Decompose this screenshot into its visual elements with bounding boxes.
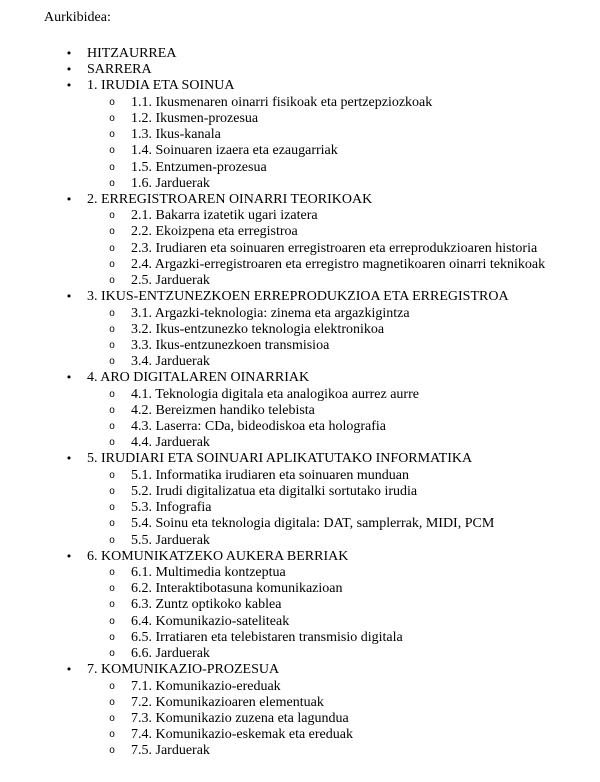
toc-item [0, 78, 548, 192]
toc-sub-item [87, 500, 548, 516]
toc-sub-list [87, 208, 548, 289]
toc-sub-item-label[interactable]: 6.3. Zuntz optikoko kablea [131, 597, 282, 613]
toc-sub-item-label[interactable]: 7.5. Jarduerak [131, 743, 210, 759]
hollow-circle-bullet-icon: o [109, 696, 115, 708]
hollow-circle-bullet-icon: o [109, 534, 115, 546]
hollow-circle-bullet-icon: o [109, 177, 115, 189]
filled-bullet-icon: • [65, 63, 73, 77]
toc-item [0, 370, 548, 451]
hollow-circle-bullet-icon: o [109, 356, 115, 368]
toc-sub-item [87, 176, 548, 192]
toc-sub-item [87, 597, 548, 613]
toc-sub-item [87, 565, 548, 581]
toc-item-label[interactable]: 7. KOMUNIKAZIO-PROZESUA [87, 662, 280, 678]
hollow-circle-bullet-icon: o [109, 631, 115, 643]
hollow-circle-bullet-icon: o [109, 583, 115, 595]
toc-sub-item [87, 468, 548, 484]
toc-sub-item [87, 354, 548, 370]
toc-sub-item [87, 419, 548, 435]
toc-item-label[interactable]: HITZAURREA [87, 46, 177, 61]
toc-sub-item-label[interactable]: 2.1. Bakarra izatetik ugari izatera [131, 208, 318, 224]
toc-sub-item-label[interactable]: 5.5. Jarduerak [131, 532, 210, 548]
table-of-contents [0, 46, 548, 760]
toc-sub-item-label[interactable]: 1.2. Ikusmen-prozesua [131, 110, 259, 126]
toc-sub-item [87, 387, 548, 403]
toc-sub-item [87, 95, 548, 111]
toc-item-label[interactable]: 1. IRUDIA ETA SOINUA [87, 78, 235, 94]
toc-sub-list [87, 565, 548, 662]
toc-sub-item-label[interactable]: 7.2. Komunikazioaren elementuak [131, 694, 324, 710]
toc-sub-item [87, 338, 548, 354]
toc-sub-item-label[interactable]: 3.2. Ikus-entzunezko teknologia elektronikoa [131, 321, 385, 337]
toc-sub-item-label[interactable]: 1.5. Entzumen-prozesua [131, 159, 267, 175]
filled-bullet-icon: • [65, 192, 73, 206]
hollow-circle-bullet-icon: o [109, 275, 115, 287]
hollow-circle-bullet-icon: o [109, 210, 115, 222]
toc-sub-item [87, 533, 548, 549]
hollow-circle-bullet-icon: o [109, 388, 115, 400]
toc-sub-item-label[interactable]: 6.1. Multimedia kontzeptua [131, 565, 286, 580]
filled-bullet-icon: • [65, 290, 73, 304]
hollow-circle-bullet-icon: o [109, 648, 115, 660]
toc-item [0, 662, 548, 759]
toc-sub-item [87, 646, 548, 662]
toc-sub-item [87, 516, 548, 532]
filled-bullet-icon: • [65, 452, 73, 466]
hollow-circle-bullet-icon: o [109, 502, 115, 514]
filled-bullet-icon: • [65, 663, 73, 677]
toc-sub-item-label[interactable]: 2.4. Argazki-erregistroaren eta erregistro magnetikoaren oinarri teknikoak [131, 256, 546, 272]
toc-sub-item-label[interactable]: 5.1. Informatika irudiaren eta soinuaren munduan [131, 467, 409, 483]
hollow-circle-bullet-icon: o [109, 96, 115, 108]
toc-sub-item-label[interactable]: 7.4. Komunikazio-eskemak eta ereduak [131, 727, 353, 743]
toc-sub-item [87, 208, 548, 224]
hollow-circle-bullet-icon: o [109, 712, 115, 724]
hollow-circle-bullet-icon: o [109, 421, 115, 433]
hollow-circle-bullet-icon: o [109, 339, 115, 351]
toc-sub-item-label[interactable]: 3.1. Argazki-teknologia: zinema eta argazkigintza [131, 305, 410, 321]
toc-sub-list [87, 306, 548, 371]
toc-sub-item [87, 143, 548, 159]
toc-sub-item-label[interactable]: 3.4. Jarduerak [131, 354, 210, 370]
toc-sub-item-label[interactable]: 5.3. Infografia [131, 500, 212, 516]
hollow-circle-bullet-icon: o [109, 145, 115, 157]
toc-item-label[interactable]: 2. ERREGISTROAREN OINARRI TEORIKOAK [87, 191, 373, 207]
toc-sub-item [87, 743, 548, 759]
toc-item [0, 451, 548, 548]
toc-item-label[interactable]: 4. ARO DIGITALAREN OINARRIAK [87, 370, 310, 386]
hollow-circle-bullet-icon: o [109, 745, 115, 757]
toc-sub-list [87, 387, 548, 452]
toc-sub-item [87, 630, 548, 646]
toc-sub-item-label[interactable]: 5.4. Soinu eta teknologia digitala: DAT, samplerrak, MIDI, PCM [131, 516, 495, 532]
toc-sub-item-label[interactable]: 1.1. Ikusmenaren oinarri fisikoak eta pertzepziozkoak [131, 94, 433, 110]
toc-sub-item-label[interactable]: 1.4. Soinuaren izaera eta ezaugarriak [131, 143, 338, 159]
toc-sub-item [87, 614, 548, 630]
hollow-circle-bullet-icon: o [109, 469, 115, 481]
toc-sub-item-label[interactable]: 5.2. Irudi digitalizatua eta digitalki sortutako irudia [131, 483, 418, 499]
toc-sub-item-label[interactable]: 2.3. Irudiaren eta soinuaren erregistroaren eta erreprodukzioaren historia [131, 240, 538, 256]
toc-item-label[interactable]: 5. IRUDIARI ETA SOINUARI APLIKATUTAKO INFORMATIKA [87, 451, 473, 467]
hollow-circle-bullet-icon: o [109, 680, 115, 692]
hollow-circle-bullet-icon: o [109, 599, 115, 611]
filled-bullet-icon: • [65, 371, 73, 385]
toc-sub-list [87, 679, 548, 760]
toc-item [0, 289, 548, 370]
toc-sub-item [87, 484, 548, 500]
toc-sub-item-label[interactable]: 4.2. Bereizmen handiko telebista [131, 402, 315, 418]
toc-sub-item [87, 306, 548, 322]
toc-sub-item-label[interactable]: 6.6. Jarduerak [131, 646, 210, 662]
hollow-circle-bullet-icon: o [109, 404, 115, 416]
toc-sub-item-label[interactable]: 6.2. Interaktibotasuna komunikazioan [131, 581, 343, 597]
hollow-circle-bullet-icon: o [109, 112, 115, 124]
toc-sub-item [87, 679, 548, 695]
hollow-circle-bullet-icon: o [109, 226, 115, 238]
hollow-circle-bullet-icon: o [109, 161, 115, 173]
hollow-circle-bullet-icon: o [109, 242, 115, 254]
filled-bullet-icon: • [65, 549, 73, 563]
toc-sub-item [87, 160, 548, 176]
hollow-circle-bullet-icon: o [109, 258, 115, 270]
toc-sub-item-label[interactable]: 7.3. Komunikazio zuzena eta lagundua [131, 710, 349, 726]
toc-sub-list [87, 468, 548, 549]
toc-item [0, 192, 548, 289]
toc-sub-item [87, 273, 548, 289]
toc-item-label[interactable]: 6. KOMUNIKATZEKO AUKERA BERRIAK [87, 548, 349, 564]
toc-sub-item [87, 695, 548, 711]
toc-sub-item-label[interactable]: 1.6. Jarduerak [131, 175, 210, 191]
toc-sub-item [87, 257, 548, 273]
hollow-circle-bullet-icon: o [109, 615, 115, 627]
hollow-circle-bullet-icon: o [109, 518, 115, 530]
toc-sub-item [87, 727, 548, 743]
toc-sub-item-label[interactable]: 4.3. Laserra: CDa, bideodiskoa eta holografia [131, 419, 387, 435]
toc-item [0, 46, 548, 62]
toc-item-label[interactable]: 3. IKUS-ENTZUNEZKOEN ERREPRODUKZIOA ETA ERREGISTROA [87, 289, 509, 305]
filled-bullet-icon: • [65, 47, 73, 60]
toc-heading: Aurkibidea: [44, 10, 111, 25]
toc-sub-item-label[interactable]: 6.5. Irratiaren eta telebistaren transmisio digitala [131, 629, 403, 645]
filled-bullet-icon: • [65, 79, 73, 93]
toc-sub-item [87, 711, 548, 727]
toc-sub-item-label[interactable]: 4.4. Jarduerak [131, 435, 210, 451]
toc-sub-item [87, 224, 548, 240]
toc-sub-item [87, 111, 548, 127]
hollow-circle-bullet-icon: o [109, 129, 115, 141]
hollow-circle-bullet-icon: o [109, 323, 115, 335]
hollow-circle-bullet-icon: o [109, 485, 115, 497]
toc-sub-item-label[interactable]: 2.5. Jarduerak [131, 273, 210, 289]
toc-sub-item [87, 403, 548, 419]
toc-sub-item-label[interactable]: 1.3. Ikus-kanala [131, 127, 221, 143]
toc-sub-item [87, 127, 548, 143]
hollow-circle-bullet-icon: o [109, 437, 115, 449]
toc-sub-item [87, 241, 548, 257]
hollow-circle-bullet-icon: o [109, 729, 115, 741]
toc-sub-item-label[interactable]: 6.4. Komunikazio-sateliteak [131, 613, 290, 629]
toc-sub-item-label[interactable]: 2.2. Ekoizpena eta erregistroa [131, 224, 298, 240]
toc-item [0, 549, 548, 663]
toc-sub-item [87, 322, 548, 338]
toc-item [0, 62, 548, 78]
toc-item-label[interactable]: SARRERA [87, 62, 152, 78]
hollow-circle-bullet-icon: o [109, 567, 115, 578]
hollow-circle-bullet-icon: o [109, 307, 115, 319]
toc-sub-item-label[interactable]: 4.1. Teknologia digitala eta analogikoa aurrez aurre [131, 386, 419, 402]
toc-sub-item-label[interactable]: 7.1. Komunikazio-ereduak [131, 678, 281, 694]
toc-sub-item-label[interactable]: 3.3. Ikus-entzunezkoen transmisioa [131, 337, 330, 353]
toc-sub-item [87, 581, 548, 597]
toc-sub-list [87, 95, 548, 192]
toc-sub-item [87, 435, 548, 451]
